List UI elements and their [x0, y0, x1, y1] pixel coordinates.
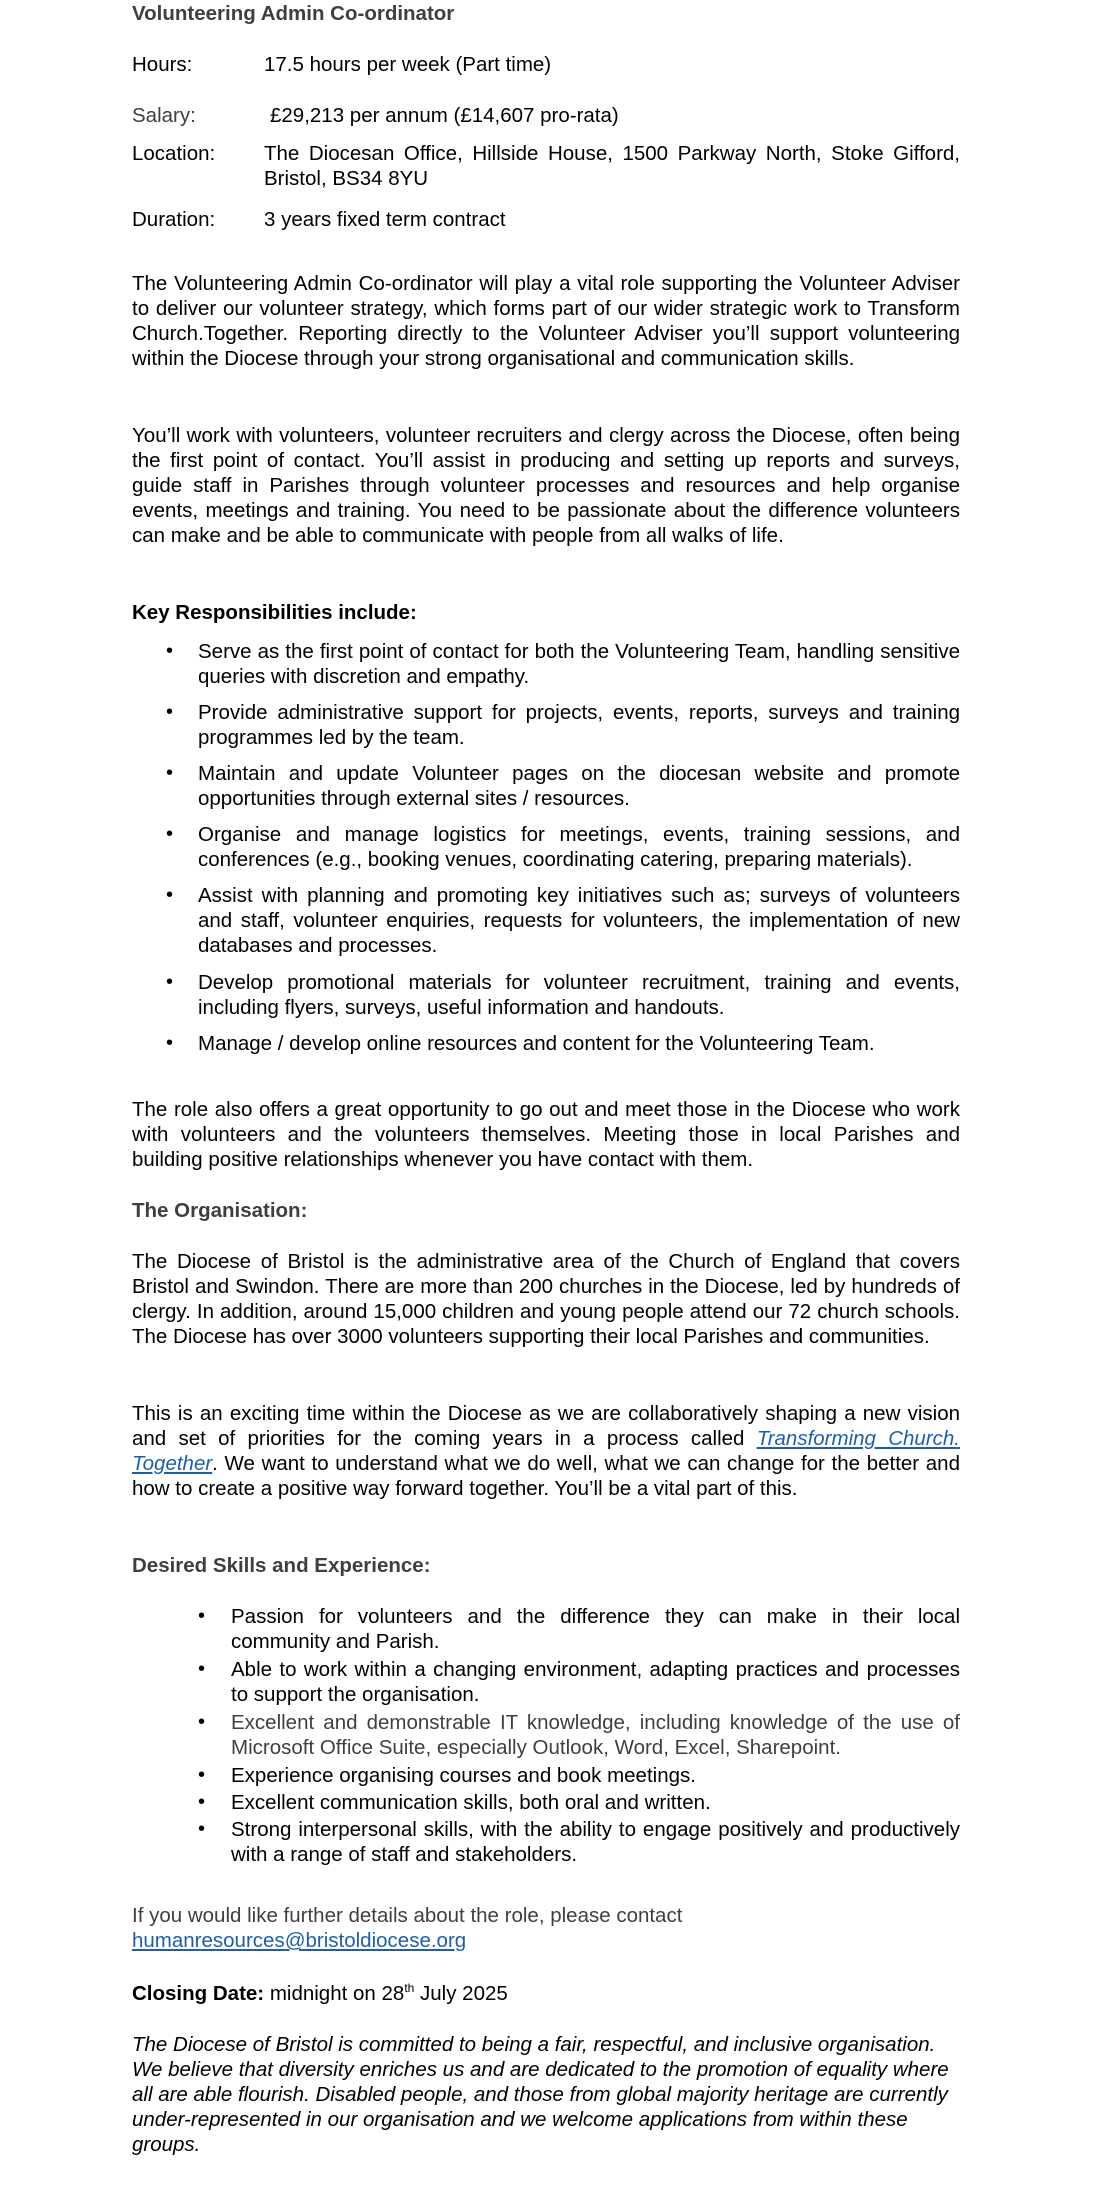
bullet-icon: •: [166, 640, 174, 662]
organisation-paragraph-2: This is an exciting time within the Diocese as we are collaboratively shaping a new vision and set of priorities for the coming years in a process called Transforming Church. Together. We want to understand what we do well, what we can change for the better and how to create a positive way forward together. You’ll be a vital part of this.: [132, 1402, 960, 1500]
bullet-icon: •: [198, 1764, 206, 1786]
transforming-church-link[interactable]: Transforming Church. Together: [132, 1427, 960, 1475]
location-value: The Diocesan Office, Hillside House, 1500 Parkway North, Stoke Gifford, Bristol, BS34 8YU: [264, 142, 960, 190]
contact-text: If you would like further details about the role, please contact: [132, 1904, 683, 1927]
hours-value: 17.5 hours per week (Part time): [264, 53, 552, 76]
bullet-icon: •: [198, 1605, 206, 1627]
bullet-icon: •: [166, 1032, 174, 1054]
hours-label: Hours:: [132, 53, 193, 76]
closing-date: Closing Date: midnight on 28th July 2025: [132, 1981, 508, 2005]
page-title: Volunteering Admin Co-ordinator: [132, 2, 455, 25]
bullet-icon: •: [166, 823, 174, 845]
role-paragraph: The role also offers a great opportunity to go out and meet those in the Diocese who work with volunteers and the volunteers themselves. Meeting those in local Parishes and building positive relationships whenever you have contact with them.: [132, 1098, 960, 1171]
responsibilities-heading: Key Responsibilities include:: [132, 601, 417, 624]
bullet-icon: •: [166, 884, 174, 906]
duration-label: Duration:: [132, 208, 216, 231]
location-label: Location:: [132, 142, 216, 165]
bullet-icon: •: [166, 762, 174, 784]
intro-paragraph-2: You’ll work with volunteers, volunteer recruiters and clergy across the Diocese, often being the first point of contact. You’ll assist in producing and setting up reports and surveys, guide staff in Parishes through volunteer processes and resources and help organise events, meetings and training. You need to be passionate about the difference volunteers can make and be able to communicate with people from all walks of life.: [132, 424, 960, 547]
bullet-icon: •: [198, 1818, 206, 1840]
bullet-icon: •: [198, 1791, 206, 1813]
organisation-heading: The Organisation:: [132, 1199, 308, 1222]
duration-value: 3 years fixed term contract: [264, 208, 506, 231]
bullet-icon: •: [198, 1711, 206, 1733]
intro-paragraph-1: The Volunteering Admin Co-ordinator will play a vital role supporting the Volunteer Adviser to deliver our volunteer strategy, which forms part of our wider strategic work to Transform Church.Together. Reporting directly to the Volunteer Adviser you’ll support volunteering within the Diocese through your strong organisational and communication skills.: [132, 272, 960, 370]
bullet-icon: •: [166, 701, 174, 723]
organisation-paragraph-1: The Diocese of Bristol is the administrative area of the Church of England that covers Bristol and Swindon. There are more than 200 churches in the Diocese, led by hundreds of clergy. In addition, around 15,000 children and young people attend our 72 church schools. The Diocese has over 3000 volunteers supporting their local Parishes and communities.: [132, 1250, 960, 1348]
equality-statement: The Diocese of Bristol is committed to being a fair, respectful, and inclusive organisation. We believe that diversity enriches us and are dedicated to the promotion of equality where all are able flourish. Disabled people, and those from global majority heritage are currently under-represented in our organisation and we welcome applications from within these groups.: [132, 2033, 949, 2156]
salary-label: Salary:: [132, 104, 196, 127]
skills-heading: Desired Skills and Experience:: [132, 1554, 431, 1577]
bullet-icon: •: [166, 971, 174, 993]
salary-value: £29,213 per annum (£14,607 pro-rata): [270, 104, 619, 127]
contact-email-link[interactable]: humanresources@bristoldiocese.org: [132, 1929, 467, 1952]
bullet-icon: •: [198, 1658, 206, 1680]
